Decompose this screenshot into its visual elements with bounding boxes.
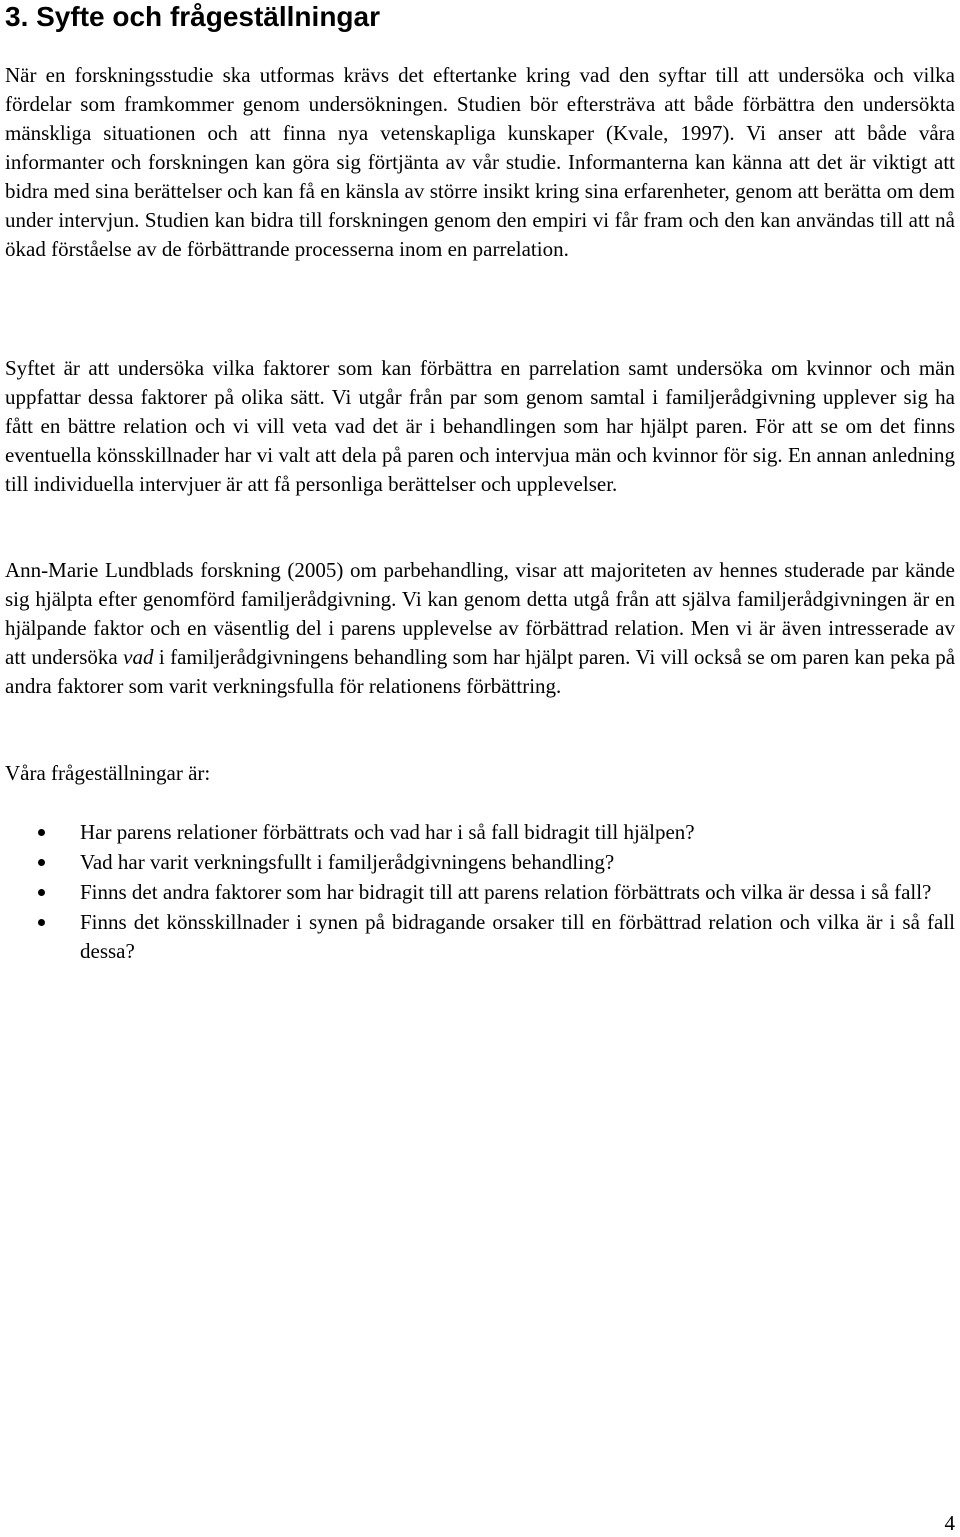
- question-text: Vad har varit verkningsfullt i familjerådgivningens behandling?: [80, 850, 615, 874]
- list-item: [0, 848, 955, 877]
- list-item: [0, 908, 955, 966]
- paragraph-research-text-start: Ann-Marie Lundblads forskning (2005) om parbehandling, visar att majoriteten av hennes studerade par kände sig hjälpta efter genomförd familjerådgivning. Vi kan genom detta utgå från att själva familjerådgivningen är en hjälpande faktor och en väsentlig del i parens upplevelse av förbättrad relation. Men vi är även intresserade av att undersöka: [5, 558, 955, 669]
- paragraph-research-background: [5, 556, 955, 701]
- bullet-icon: [38, 829, 45, 836]
- question-text: Finns det andra faktorer som har bidragit till att parens relation förbättrats och vilka är dessa i så fall?: [80, 880, 932, 904]
- question-text: Har parens relationer förbättrats och vad har i så fall bidragit till hjälpen?: [80, 820, 695, 844]
- emphasized-word: vad: [123, 645, 154, 669]
- questions-intro: Våra frågeställningar är:: [5, 761, 211, 785]
- bullet-icon: [38, 889, 45, 896]
- bullet-icon: [38, 919, 45, 926]
- research-questions-list: [0, 818, 955, 967]
- paragraph-research-text-end: i familjerådgivningens behandling som har hjälpt paren. Vi vill också se om paren kan peka på andra faktorer som varit verkningsfulla för relationens förbättring.: [5, 645, 956, 698]
- page-number: 4: [944, 1511, 955, 1535]
- list-item: [0, 878, 955, 907]
- question-text: Finns det könsskillnader i synen på bidragande orsaker till en förbättrad relation och vilka är i så fall dessa?: [80, 910, 955, 963]
- section-heading: 3. Syfte och frågeställningar: [5, 1, 380, 32]
- list-item: [0, 818, 955, 847]
- paragraph-intro: När en forskningsstudie ska utformas krävs det eftertanke kring vad den syftar till att undersöka och vilka fördelar som framkommer genom undersökningen. Studien bör eftersträva att både förbättra den undersökta mänskliga situationen och att finna nya vetenskapliga kunskaper (Kvale, 1997). Vi anser att både våra informanter och forskningen kan göra sig förtjänta av vår studie. Informanterna kan känna att det är viktigt att bidra med sina berättelser och kan få en känsla av större insikt kring sina erfarenheter, genom att berätta om dem under intervjun. Studien kan bidra till forskningen genom den empiri vi får fram och den kan användas till att nå ökad förståelse av de förbättrande processerna inom en parrelation.: [5, 63, 955, 261]
- paragraph-purpose: Syftet är att undersöka vilka faktorer som kan förbättra en parrelation samt undersöka om kvinnor och män uppfattar dessa faktorer på olika sätt. Vi utgår från par som genom samtal i familjerådgivning upplever sig ha fått en bättre relation och vi vill veta vad det är i behandlingen som har hjälpt paren. För att se om det finns eventuella könsskillnader har vi valt att dela på paren och intervjua män och kvinnor för sig. En annan anledning till individuella intervjuer är att få personliga berättelser och upplevelser.: [5, 356, 955, 496]
- bullet-icon: [38, 859, 45, 866]
